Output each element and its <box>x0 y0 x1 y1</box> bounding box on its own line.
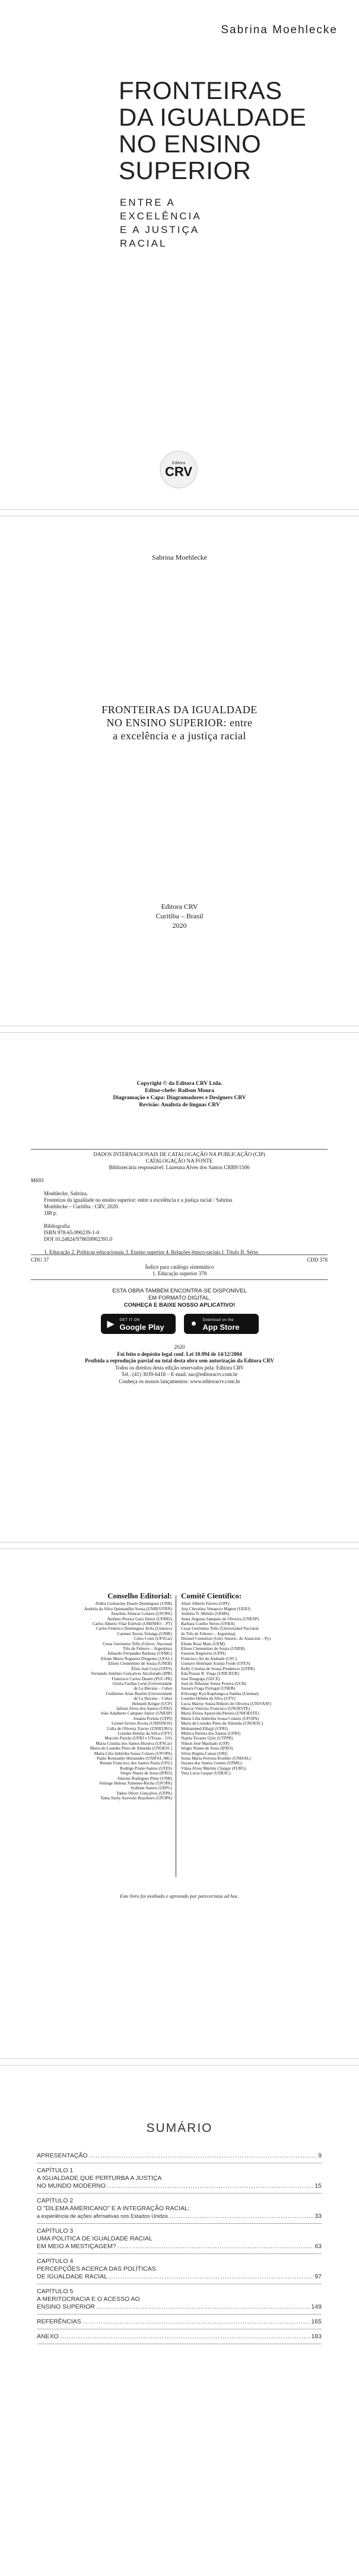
toc-leader-dots <box>96 2303 310 2311</box>
toc-leader-dots <box>169 2213 313 2220</box>
cip-body-line: Moehlecke, Sabrina. <box>44 1190 88 1196</box>
store-caption: Download on the <box>202 1319 234 1322</box>
publisher-line: Curitiba – Brasil <box>155 912 204 920</box>
toc-chapter-title: A MERITOCRACIA E O ACESSO AO <box>37 2296 140 2303</box>
board-member: José de Ribamar Sousa Pereira (UCB) <box>181 1681 246 1686</box>
board-member: Anna Augusta Sampaio de Oliveira (UNESP) <box>181 1616 259 1621</box>
peer-review-note: Este livro foi avaliado e aprovado por pareceristas ad hoc. <box>120 1893 239 1899</box>
legal-line: Todos os direitos desta edição reservados pela: Editora CRV <box>115 1364 244 1371</box>
board-member: Eduardo Fernandes Barbosa (UFMG) <box>107 1651 172 1656</box>
publisher-logo-big: CRV <box>164 464 193 479</box>
toc-line <box>37 2243 322 2251</box>
cip-body-line: Fronteiras da igualdade no ensino superior: entre a excelência e a justiça racial / Sabrina <box>44 1197 233 1203</box>
board-member: Elione Maria Nogueira Diogenes (UFAL) <box>100 1656 172 1661</box>
board-member: Jussara Fraga Portugal (UNEB) <box>181 1686 236 1691</box>
board-member: Cesar Gerónimo Tello (Univer. Nacional <box>103 1641 172 1646</box>
board-member: Anselmo Alencar Colares (UFOPA) <box>110 1611 172 1617</box>
board-member: Sérgio Nunes de Jesus (IFRO) <box>181 1746 233 1751</box>
toc-entry[interactable] <box>37 2284 322 2315</box>
toc-entry-title: a experiência de ações afirmativas nos Estados Unidos <box>37 2213 169 2219</box>
board-member: Paulo Romualdo Hernandes (UNIFAL-MG) <box>96 1756 172 1761</box>
board-member: Gustavo Henrique Araújo Forde (UFES) <box>181 1661 250 1667</box>
cip-bottom-rule <box>31 1279 328 1280</box>
half-title-author: Sabrina Moehlecke <box>152 553 207 561</box>
board-member: Vera Lucia Gaspar (UDESC) <box>181 1771 231 1776</box>
cip-id-line: Bibliografia <box>44 1223 70 1229</box>
board-member: Ana Chrystina Venancio Mignot (UERJ) <box>181 1606 250 1611</box>
toc-chapter-number: CAPÍTULO 2 <box>37 2197 74 2204</box>
editorial-board-title: Conselho Editorial: <box>107 1591 172 1600</box>
page-separator <box>0 1026 359 1033</box>
toc-entry-title: EM MEIO A MESTIÇAGEM? <box>37 2243 116 2250</box>
board-member: Sydione Santos (UEPG) <box>131 1786 172 1791</box>
toc-chapter-title: O "DILEMA AMERICANO" E A INTEGRAÇÃO RACIAL: <box>37 2205 190 2212</box>
toc-line <box>37 2182 322 2190</box>
toc-line <box>37 2273 322 2281</box>
toc-entry-title: APRESENTAÇÃO <box>37 2152 88 2159</box>
toc-entry[interactable] <box>37 2254 322 2284</box>
cover-title <box>119 77 314 184</box>
cip-header-line: CATALOGAÇÃO NA FONTE <box>145 1158 213 1164</box>
design-line: Diagramação e Capa: Diagramadores e Designers CRV <box>113 1095 246 1101</box>
board-member: Andréia N. Militão (UEMS) <box>181 1611 230 1617</box>
cip-top-rule <box>31 1149 328 1150</box>
copyright-line: Copyright © da Editora CRV Ltda. <box>136 1081 223 1087</box>
toc-chapter-number: CAPÍTULO 1 <box>37 2167 74 2174</box>
board-member: Marcelo Paixão (UFRJ e UTexas – US) <box>104 1736 172 1741</box>
toc-line <box>37 2152 322 2160</box>
board-member: Kilwangy Kya Kapitango-a-Samba (Unemat) <box>181 1691 259 1696</box>
classification-row <box>31 1257 328 1263</box>
board-member: Renato Francisco dos Santos Paula (UFG) <box>100 1761 172 1766</box>
board-member: Cesar Gerónimo Tello (Universidad Nacional <box>181 1626 259 1632</box>
board-member: Francisco Carlos Duarte (PUC-PR) <box>112 1676 172 1681</box>
toc-chapter-number: CAPÍTULO 3 <box>37 2227 74 2235</box>
board-member: Carlos Alberto Vilar Estêvão (UMINHO – PT) <box>92 1621 172 1627</box>
apple-icon: ● <box>190 1319 197 1329</box>
cover-subtitle-line: RACIAL <box>120 238 167 249</box>
toc-leader-dots <box>60 2333 310 2341</box>
page-separator <box>0 1542 359 1549</box>
toc-entry[interactable] <box>37 2329 322 2344</box>
toc-chapter-title: UMA POLÍTICA DE IGUALDADE RACIAL <box>37 2235 153 2242</box>
store-caption: GET IT ON <box>119 1319 140 1322</box>
toc-entry[interactable] <box>37 2224 322 2254</box>
legal-line: Foi feito o depósito legal conf. Lei 10.994 de 14/12/2004 <box>117 1351 242 1357</box>
board-member: Andréia da Silva Quintanilha Sousa (UNIR/UFRN) <box>84 1606 172 1611</box>
board-member: Simone Rodrigues Pinto (UNB) <box>117 1776 172 1781</box>
toc-page-number: 149 <box>311 2303 322 2310</box>
cip-header-line: Bibliotecária responsável: Luzenira Alves dos Santos CRB9/1506 <box>109 1164 250 1170</box>
board-member: Mohammed Elhajji (UFRJ) <box>181 1726 228 1731</box>
board-member: Maria de Lourdes Pinto de Almeida (UNOESC) <box>90 1746 172 1751</box>
board-member: Três de Febrero – Argentina) <box>122 1646 172 1652</box>
board-member: Josania Portela (UFPI) <box>133 1716 172 1721</box>
summary-page <box>0 2066 359 2575</box>
cdu-code: CDU 37 <box>31 1257 49 1263</box>
cip-id-line: ISBN 978-65-990239-1-0 <box>44 1230 100 1236</box>
copyright-block <box>0 1080 359 1109</box>
store-name: Google Play <box>119 1323 164 1332</box>
half-title-line: NO ENSINO SUPERIOR: entre <box>106 717 253 729</box>
toc-chapter-number: CAPÍTULO 5 <box>37 2288 74 2295</box>
board-member: Silvia Regina Canan (URI) <box>181 1751 228 1756</box>
half-title-line: a excelência e a justiça racial <box>113 730 246 742</box>
scientific-committee <box>181 1591 329 1776</box>
systematic-index <box>0 1264 359 1277</box>
board-member: Jailson Alves dos Santos (UFRJ) <box>116 1706 172 1711</box>
ebook-line: ESTA OBRA TAMBÉM ENCONTRA-SE DISPONÍVEL <box>112 1288 247 1294</box>
toc-entry[interactable] <box>37 2194 322 2224</box>
board-member: Celso Conti (UFSCar) <box>134 1636 172 1642</box>
legal-line: Conheça os nossos lançamentos: www.editoracrv.com.br <box>119 1378 240 1384</box>
boards-page <box>0 1549 359 2058</box>
toc-line <box>37 2333 322 2341</box>
board-member: Lourdes Helena da Silva (UFV) <box>117 1731 172 1736</box>
board-member: Lucia Marisy Souza Ribeiro de Oliveira (UNIVASF) <box>181 1701 271 1706</box>
board-member: Maria Cristina dos Santos Bezerra (UFSCar) <box>96 1741 172 1746</box>
publisher-logo-small: Editora <box>171 461 186 465</box>
board-member: Tania Suely Azevedo Brasileiro (UFOPA) <box>100 1796 172 1801</box>
board-member: Barbara Coelho Neves (UFBA) <box>181 1621 235 1627</box>
google-play-badge[interactable] <box>101 1314 176 1334</box>
cover-title-line: DA IGUALDADE <box>119 103 307 131</box>
cover-subtitle <box>120 196 202 250</box>
cip-body-line: Moehlecke – Curitiba : CRV, 2020. <box>44 1204 119 1209</box>
cip-block <box>31 1151 328 1256</box>
toc-line <box>37 2213 322 2220</box>
toc-chapter-title: A IGUALDADE QUE PERTURBA A JUSTIÇA <box>37 2175 162 2182</box>
board-member: Nilson José Machado (USP) <box>181 1741 230 1746</box>
legal-line: Tel.: (41) 3039-6418 – E-mail: sac@editoracrv.com.br <box>121 1371 238 1377</box>
ebook-line: EM FORMATO DIGITAL. <box>148 1295 211 1301</box>
cover-title-line: NO ENSINO <box>119 130 262 158</box>
toc-page-number: 165 <box>311 2318 322 2325</box>
page-separator <box>0 2058 359 2066</box>
cdd-code: CDD 378 <box>307 1257 328 1263</box>
toc-leader-dots <box>107 2182 313 2190</box>
board-member: Guillermo Arias Beatón (Universidade <box>106 1691 172 1696</box>
legal-line: 2020 <box>174 1344 185 1350</box>
toc-leader-dots <box>89 2152 317 2160</box>
board-member: Carlos Federico Dominguez Avila (Unieuro) <box>96 1626 172 1632</box>
board-member: Aldira Guimarães Duarte Domínguez (UNB) <box>95 1601 172 1607</box>
board-member: Antônio Pereira Gaio Júnior (UFRRJ) <box>107 1616 172 1621</box>
page-separator <box>0 509 359 516</box>
cover-subtitle-line: EXCELÊNCIA <box>120 210 202 222</box>
toc-entry[interactable] <box>37 2315 322 2329</box>
cip-code: M693 <box>31 1177 44 1183</box>
index-line: Índice para catálogo sistemático <box>145 1264 214 1270</box>
board-member: Carmen Tereza Velanga (UNIR) <box>117 1631 172 1636</box>
board-member: Gloria Fariñas León (Universidade <box>112 1681 172 1686</box>
app-store-badge[interactable] <box>184 1314 259 1334</box>
board-member: Sonia Maria Ferreira Koehler (UNISAL) <box>181 1756 251 1761</box>
board-member: de La Havana – Cuba) <box>134 1696 172 1702</box>
cover-subtitle-line: ENTRE A <box>120 197 176 208</box>
half-title-publisher <box>0 902 359 930</box>
board-member: Eliane Rose Maio (UEM) <box>181 1641 225 1646</box>
board-member: Tadeu Oliver Gonçalves (UFPA) <box>116 1790 172 1796</box>
board-member: Fernando Antônio Gonçalves Alcoforado (IPB) <box>91 1671 172 1677</box>
cip-subjects: 1. Educação 2. Políticas educacionais 3. Ensino superior 4. Relações étnico-raciais I. Título II. Série. <box>44 1249 259 1255</box>
board-member: José Dusgogu (UECE) <box>181 1676 220 1681</box>
editorial-board-list <box>31 1601 172 1801</box>
board-member: Eda Possas R. Viega (UNICRUR) <box>181 1671 239 1677</box>
google-play-icon: ▶ <box>107 1319 115 1329</box>
board-member: de Três de Febrero – Argentina) <box>181 1631 236 1636</box>
board-member: Élsio José Corá (UFFS) <box>131 1666 172 1671</box>
toc-chapter-title: PERCEPÇÕES ACERCA DAS POLÍTICAS <box>37 2265 156 2272</box>
board-member: Rodrigo Pratte-Santos (UFES) <box>120 1766 172 1771</box>
cover-subtitle-line: E A JUSTIÇA <box>120 224 200 235</box>
cover-title-line: SUPERIOR <box>119 157 252 184</box>
cip-header-line: DADOS INTERNACIONAIS DE CATALOGAÇÃO NA PUBLICAÇÃO (CIP) <box>93 1151 265 1157</box>
half-title-page <box>0 516 359 1026</box>
toc-page-number: 63 <box>314 2243 322 2250</box>
index-line: 1. Educação superior 378 <box>152 1271 207 1276</box>
cover-author: Sabrina Moehlecke <box>221 24 338 36</box>
half-title-line: FRONTEIRAS DA IGUALDADE <box>101 704 258 716</box>
toc-line <box>37 2303 322 2311</box>
board-member: Kelly Cristina de Souza Prudencio (UFPR) <box>181 1666 255 1671</box>
table-of-contents <box>37 2149 322 2344</box>
board-member: Diosnel Centurion (Univ Americ. de Asunción – Py) <box>181 1636 271 1642</box>
board-member: Elizeu Clementino de Souza (UNEB) <box>108 1661 172 1667</box>
half-title-title <box>0 703 359 742</box>
board-member: Vânia Alves Martins Chaigar (FURG) <box>181 1766 246 1771</box>
cover-title-line: FRONTEIRAS <box>119 76 282 104</box>
publisher-line: 2020 <box>172 921 187 930</box>
colophon-page <box>0 1033 359 1542</box>
toc-page-number: 9 <box>318 2152 322 2159</box>
board-member: Solange Helena Ximenes-Rocha (UFOPA) <box>99 1781 172 1786</box>
board-member: Altair Alberto Fávero (UPF) <box>181 1601 230 1607</box>
publisher-logo <box>160 451 198 489</box>
toc-entry-title: REFERÊNCIAS <box>37 2318 81 2325</box>
toc-entry[interactable] <box>37 2149 322 2163</box>
board-member: Leonel Severo Rocha (UNISINOS) <box>112 1721 172 1726</box>
board-member: Marcos Vinicius Francisco (UNOESTE) <box>181 1706 250 1711</box>
board-member: Maria de Lourdes Pinto de Almeida (UNOESC) <box>181 1721 263 1726</box>
toc-line <box>37 2318 322 2326</box>
cip-id-line: DOI 10.24824/978659902391.0 <box>44 1236 113 1242</box>
board-member: Suzana dos Santos Gomes (UFMG) <box>181 1761 243 1766</box>
board-member: Maria Eloisa Aparecida Pereira (UNIOESTE) <box>181 1711 259 1716</box>
board-member: João Adalberto Campato Junior (UNESP) <box>100 1711 172 1716</box>
board-member: Elizeu Clementino de Souza (UNEB) <box>181 1646 245 1652</box>
board-member: Maria Lília Imbiriba Sousa Colares (UFOPA) <box>94 1751 172 1756</box>
toc-page-number: 33 <box>314 2213 322 2220</box>
board-member: Lourdes Helena da Silva (UFV) <box>181 1696 236 1702</box>
toc-leader-dots <box>117 2243 314 2251</box>
board-member: Najela Tavares Ujiie (UTFPR) <box>181 1736 233 1741</box>
toc-page-number: 15 <box>314 2182 322 2189</box>
ebook-notice <box>0 1288 359 1309</box>
board-member: Francisco Ari de Andrade (UFC) <box>181 1656 237 1661</box>
board-member: Sérgio Nunes de Jesus (IFRO) <box>120 1771 172 1776</box>
legal-block <box>0 1344 359 1385</box>
toc-entry-title: DE IGUALDADE RACIAL <box>37 2273 108 2280</box>
scientific-committee-title: Comitê Científico: <box>181 1591 242 1600</box>
ebook-line: CONHEÇA E BAIXE NOSSO APLICATIVO! <box>123 1302 236 1308</box>
publisher-line: Editora CRV <box>161 902 198 911</box>
scientific-committee-list <box>181 1601 329 1776</box>
toc-entry-title: NO MUNDO MODERNO <box>37 2182 106 2189</box>
cip-body-line: 188 p. <box>44 1210 58 1216</box>
editor-line: Editor-chefe: Railson Moura <box>145 1088 214 1094</box>
toc-entry-title: ANEXO <box>37 2333 59 2340</box>
board-member: Mônica Pereira dos Santos (UFRJ) <box>181 1731 241 1736</box>
toc-entry-title: ENSINO SUPERIOR <box>37 2303 96 2310</box>
board-member: Helmuth Krüger (UCP) <box>132 1701 172 1706</box>
toc-page-number: 97 <box>314 2273 322 2280</box>
board-member: Fauston Negreiros (UFPI) <box>181 1651 226 1656</box>
board-member: Maria Lília Imbiriba Sousa Colares (UFOPA) <box>181 1716 259 1721</box>
legal-line: Proibida a reprodução parcial ou total desta obra sem autorização da Editora CRV <box>84 1358 274 1364</box>
toc-chapter-number: CAPÍTULO 4 <box>37 2258 74 2265</box>
cover-page <box>0 0 359 509</box>
app-store-badges <box>0 1314 359 1334</box>
board-member: Lídia de Oliveira Xavier (UNIEURO) <box>107 1726 172 1731</box>
summary-title: SUMÁRIO <box>146 2121 213 2135</box>
review-line: Revisão: Analista de línguas CRV <box>139 1102 220 1108</box>
toc-leader-dots <box>82 2318 310 2326</box>
board-member: de La Havana – Cuba) <box>134 1686 172 1691</box>
toc-page-number: 183 <box>311 2333 322 2340</box>
store-name: App Store <box>202 1323 240 1332</box>
editorial-board <box>31 1591 172 1801</box>
toc-leader-dots <box>109 2273 313 2281</box>
toc-entry[interactable] <box>37 2163 322 2194</box>
